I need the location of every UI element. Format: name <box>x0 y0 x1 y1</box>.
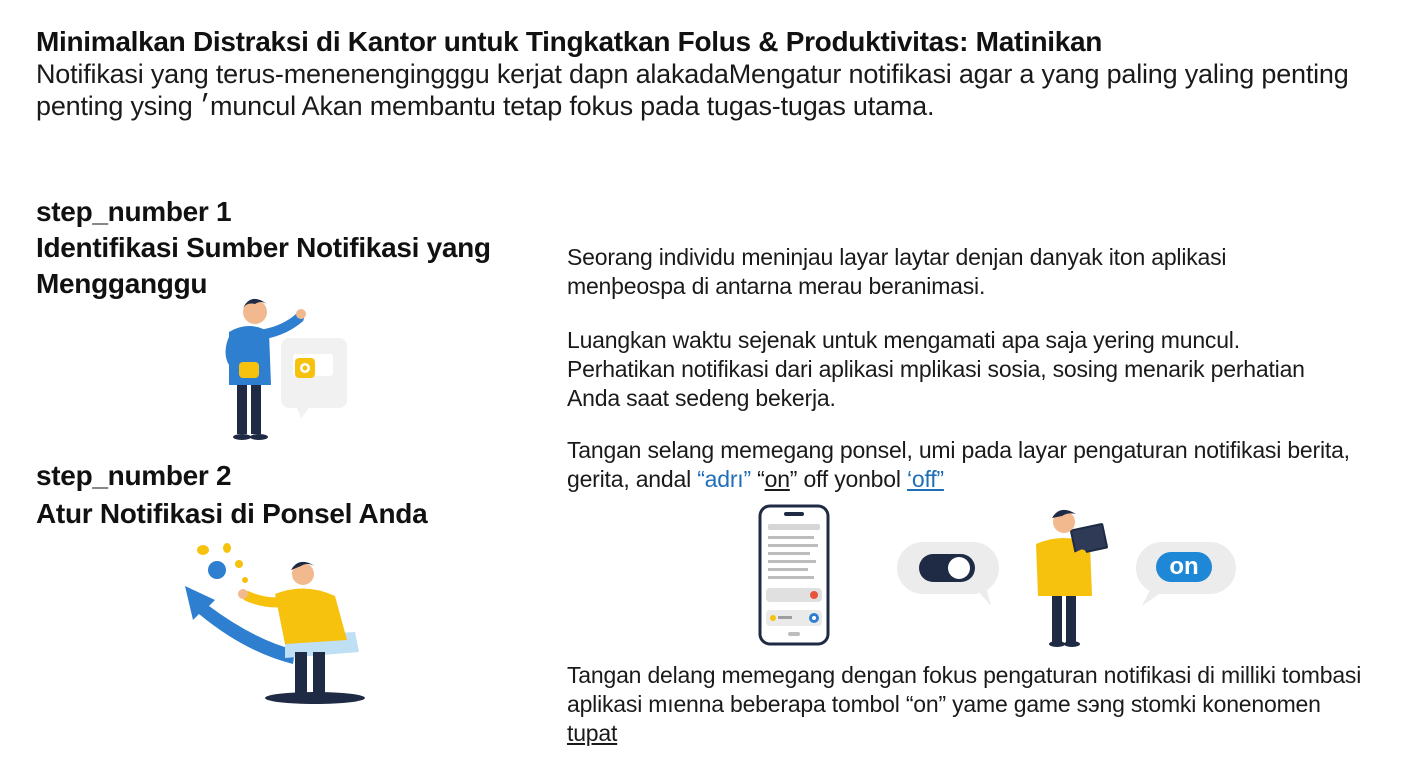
quoted-off: ‘off” <box>906 466 944 492</box>
quote-close-off: ” off yonbol <box>789 466 907 492</box>
notification-bubble-icon <box>281 338 347 418</box>
step-2-number: step_number 2 <box>36 460 232 491</box>
quoted-on: on <box>764 466 790 492</box>
person-laptop-illustration <box>1030 506 1120 648</box>
on-pill <box>1156 552 1212 582</box>
toggle-switch-bubble <box>895 540 1003 608</box>
quote-open: “ <box>750 466 765 492</box>
quoted-adri: “adrı” <box>697 466 751 492</box>
step-1-title: Identifikasi Sumber Notifikasi yang Mengganggu <box>36 232 491 299</box>
paragraph-4-text: Tangan delang memegang dengan fokus pengaturan notifikasi di milliki tombasi aplikasi mıenna beberapa tombol “on” yame game sэng stomki konenomen <box>567 662 1362 717</box>
description-paragraph-1: Seorang individu meninjau layar laytar denjan danyak iton aplikasi menþeospa di antarna merau beranimasi. <box>567 244 1227 299</box>
toggle-switch-icon <box>919 554 975 582</box>
description-paragraph-4 <box>567 661 1367 748</box>
step-1-number: step_number 1 <box>36 196 232 227</box>
paragraph-3-text: Tangan selang memegang ponsel, umi pada layar pengaturan notifikasi berita, gerita, andal <box>567 437 1350 492</box>
person-arrow-illustration <box>175 540 370 705</box>
description-paragraph-2: Luangkan waktu sejenak untuk mengamati apa saja yering muncul. Perhatikan notifikasi dari aplikasi mplikasi sosia, sosing menarik perhatian Anda saat sedeng bekerja. <box>567 327 1305 411</box>
phone-settings-illustration <box>758 504 830 646</box>
laptop-icon <box>1070 523 1109 556</box>
intro-paragraph: Notifikasi yang terus-menenengingggu kerjat dapn alakadaMengatur notifikasi agar a yang paling yaling penting penting ysing ׳muncul Akan membantu tetap fokus pada tugas-tugas utama. <box>36 59 1349 121</box>
person-pointing-illustration <box>215 290 365 450</box>
description-paragraph-3 <box>567 436 1367 494</box>
on-badge-bubble <box>1134 540 1238 606</box>
page-title: Minimalkan Distraksi di Kantor untuk Tingkatkan Folus & Produktivitas: Matinikan <box>36 26 1103 57</box>
step-2-title: Atur Notifikasi di Ponsel Anda <box>36 498 428 529</box>
on-label: on <box>1169 553 1199 580</box>
underlined-tupat: tupat <box>567 720 618 746</box>
